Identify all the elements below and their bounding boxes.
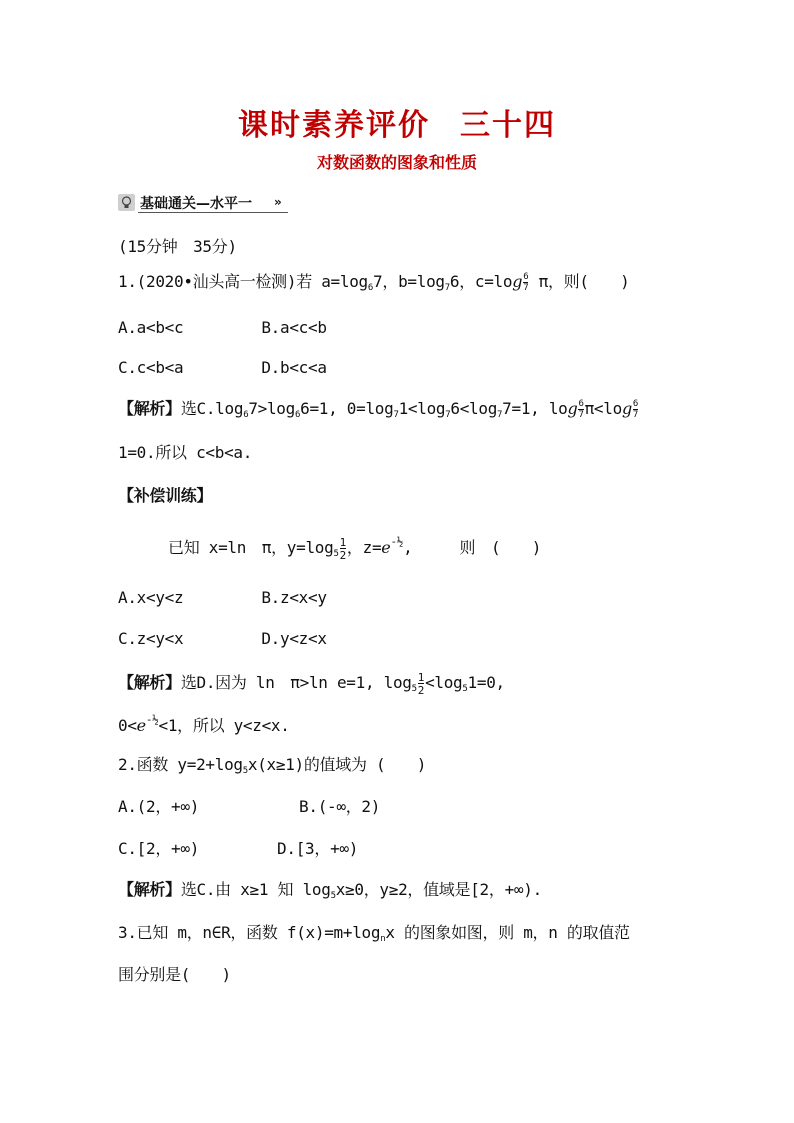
q1-option-a: A.a<b<c (118, 318, 184, 337)
section-rule (138, 212, 288, 213)
q3-stem-line2: 围分别是( ) (118, 965, 231, 984)
answer-tag: 【解析】 (118, 673, 181, 692)
q1-option-d: D.b<c<a (261, 358, 327, 377)
q2-option-a: A.(2，+∞) (118, 797, 200, 816)
q1-option-c: C.c<b<a (118, 358, 184, 377)
q2-option-b: B.(-∞，2) (299, 797, 381, 816)
comp-answer-line2: $0<e^{-\frac{1}{2}}<1$，所以 y<z<x. (118, 713, 290, 735)
q2-stem: 2.函数 $y=2+\log_5x(x\ge 1)$的值域为 ( ) (118, 755, 427, 776)
q3-stem-line1: 3.已知 m，n∈R，函数 $f(x)=m+\log_nx$ 的图象如图，则 m，n 的取值范 (118, 923, 630, 944)
lightbulb-icon (118, 194, 135, 211)
q2-option-c: C.[2，+∞) (118, 839, 200, 858)
q1-options-row1 (118, 318, 327, 337)
compensation-tag: 【补偿训练】 (118, 486, 213, 505)
comp-answer-line1: 【解析】选D.因为 ln π>ln e=1, $\log_5$ $\frac{1}{2}$ $<\log_51=0$, (118, 670, 505, 697)
q1-stem: 1.(2020•汕头高一检测)若 $a=\log_67$，$b=\log_76$，c=log $\frac{6}{7}$ π，则( ) (118, 271, 630, 293)
comp-option-b: B.z<x<y (261, 588, 327, 607)
comp-option-c: C.z<y<x (118, 629, 184, 648)
q1-answer-line1: 【解析】选$C.\log_67>\log_66=1$, $0=\log_71<\log_76<\log_77=1$, log $\frac{6}{7}$ π<log $\frac{6}{7}$ (118, 398, 639, 420)
section-arrows: » (274, 195, 282, 209)
q2-answer: 【解析】选C.由 x≥1 知 $\log_5x\ge 0$，y≥2，值域是[2，+∞). (118, 880, 542, 901)
title-right: 三十四 (460, 108, 556, 143)
q1-answer-line2: 1=0.所以 c<b<a. (118, 443, 253, 462)
comp-options-row1 (118, 588, 327, 607)
page-subtitle: 对数函数的图象和性质 (316, 153, 477, 172)
page-title (0, 100, 794, 144)
comp-option-a: A.x<y<z (118, 588, 184, 607)
q1-options-row2 (118, 358, 327, 377)
section-label: 基础通关—水平一 (140, 196, 252, 212)
title-left: 课时素养评价 (238, 108, 430, 143)
answer-tag: 【解析】 (118, 399, 181, 418)
q2-option-d: D.[3，+∞) (277, 839, 359, 858)
comp-stem: 已知 x=ln π，$y=\log_5$ $\frac{1}{2}$ ，$z=e^{-\frac{1}{2}}$, 则 ( ) (168, 535, 542, 562)
comp-options-row2 (118, 629, 327, 648)
section-header (118, 193, 290, 213)
answer-tag: 【解析】 (118, 880, 181, 899)
q1-option-b: B.a<c<b (261, 318, 327, 337)
time-score: (15分钟 35分) (118, 237, 237, 256)
q2-options-row2 (118, 836, 358, 859)
q2-options-row1 (118, 794, 380, 817)
comp-option-d: D.y<z<x (261, 629, 327, 648)
